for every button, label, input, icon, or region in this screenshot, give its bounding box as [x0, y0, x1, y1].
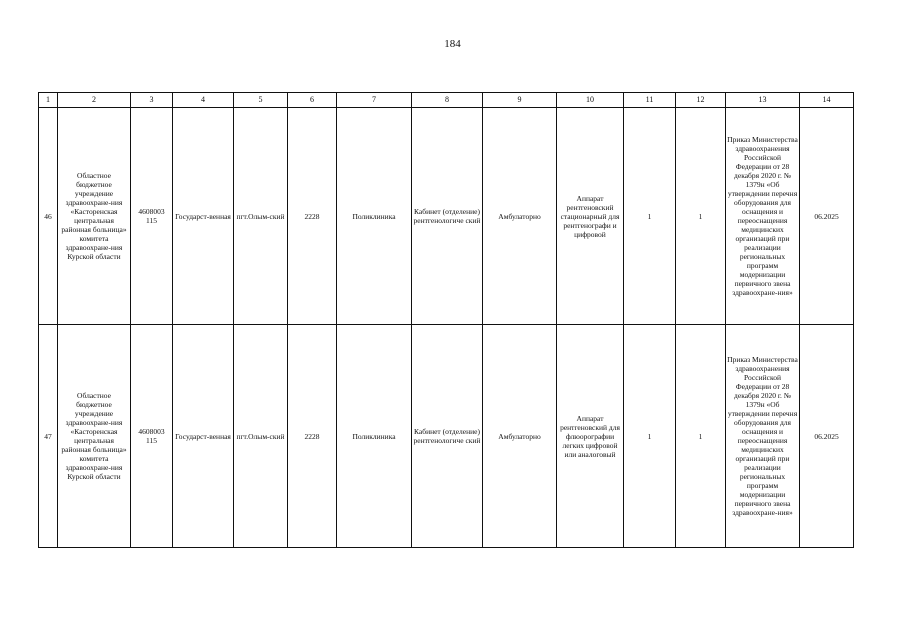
equipment-cell: Аппарат рентгеновский для флюорографии легких цифровой или аналоговый	[557, 325, 624, 548]
quantity-cell: 1	[624, 325, 676, 548]
column-header: 1	[39, 93, 58, 108]
code-cell: 4608003 115	[131, 325, 173, 548]
unit-cell: Поликлиника	[337, 325, 412, 548]
settlement-cell: пгт.Олым-ский	[234, 108, 288, 325]
department-cell: Кабинет (отделение) рентгенологиче ский	[412, 325, 483, 548]
ownership-cell: Государст-венная	[173, 108, 234, 325]
column-header: 11	[624, 93, 676, 108]
code-cell: 4608003 115	[131, 108, 173, 325]
quantity-cell: 1	[676, 108, 726, 325]
population-cell: 2228	[288, 108, 337, 325]
care-type-cell: Амбулаторно	[483, 108, 557, 325]
column-header: 2	[58, 93, 131, 108]
column-header: 5	[234, 93, 288, 108]
column-header: 6	[288, 93, 337, 108]
column-header: 7	[337, 93, 412, 108]
column-header: 8	[412, 93, 483, 108]
row-number: 47	[39, 325, 58, 548]
date-cell: 06.2025	[800, 108, 854, 325]
legal-basis-cell: Приказ Министерства здравоохранения Российской Федерации от 28 декабря 2020 г. № 1379н «Об утверждении перечня оборудования для оснащения и переоснащения медицинских организаций при реализации региональных программ модернизации первичного звена здравоохране-ния»	[726, 325, 800, 548]
equipment-table	[38, 92, 854, 548]
column-header: 9	[483, 93, 557, 108]
column-header: 3	[131, 93, 173, 108]
department-cell: Кабинет (отделение) рентгенологиче ский	[412, 108, 483, 325]
ownership-cell: Государст-венная	[173, 325, 234, 548]
column-header: 10	[557, 93, 624, 108]
legal-basis-cell: Приказ Министерства здравоохранения Российской Федерации от 28 декабря 2020 г. № 1379н «Об утверждении перечня оборудования для оснащения и переоснащения медицинских организаций при реализации региональных программ модернизации первичного звена здравоохране-ния»	[726, 108, 800, 325]
column-header: 14	[800, 93, 854, 108]
quantity-cell: 1	[676, 325, 726, 548]
population-cell: 2228	[288, 325, 337, 548]
column-header: 13	[726, 93, 800, 108]
equipment-cell: Аппарат рентгеновский стационарный для рентгенографи и цифровой	[557, 108, 624, 325]
page-number: 184	[444, 38, 461, 50]
care-type-cell: Амбулаторно	[483, 325, 557, 548]
table-row	[39, 108, 854, 325]
column-header: 12	[676, 93, 726, 108]
settlement-cell: пгт.Олым-ский	[234, 325, 288, 548]
row-number: 46	[39, 108, 58, 325]
quantity-cell: 1	[624, 108, 676, 325]
column-header: 4	[173, 93, 234, 108]
organization-cell: Областное бюджетное учреждение здравоохране-ния «Касторенская центральная районная больница» комитета здравоохране-ния Курской области	[58, 325, 131, 548]
date-cell: 06.2025	[800, 325, 854, 548]
organization-cell: Областное бюджетное учреждение здравоохране-ния «Касторенская центральная районная больница» комитета здравоохране-ния Курской области	[58, 108, 131, 325]
table-row	[39, 325, 854, 548]
table-header-row	[39, 93, 854, 108]
unit-cell: Поликлиника	[337, 108, 412, 325]
